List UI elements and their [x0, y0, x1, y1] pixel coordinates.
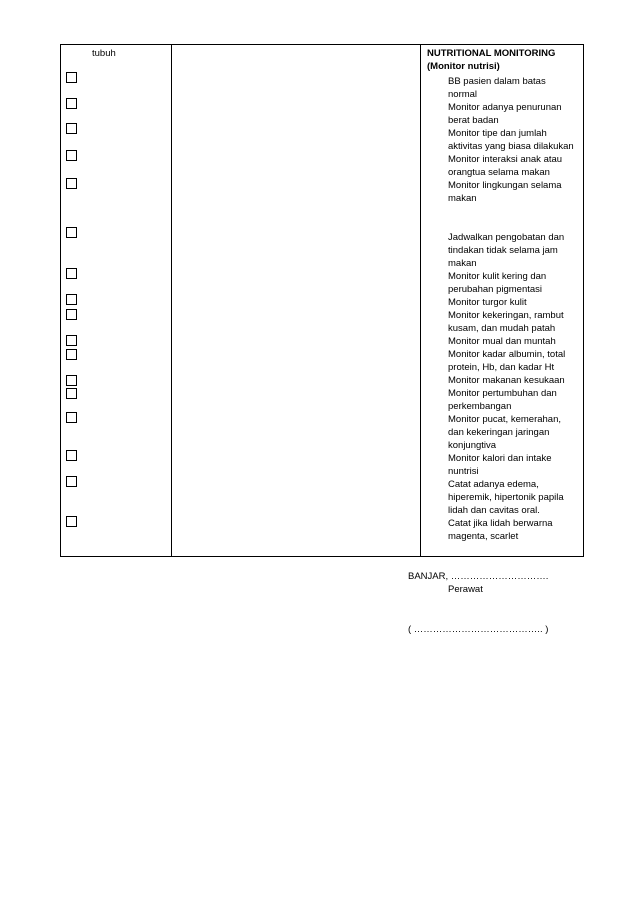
nurse-role: Perawat [448, 584, 483, 595]
monitoring-line: tindakan tidak selama jam [448, 245, 558, 256]
monitoring-line: orangtua selama makan [448, 167, 550, 178]
monitoring-line: Monitor kekeringan, rambut [448, 310, 564, 321]
checkbox[interactable] [66, 150, 77, 161]
monitoring-line: normal [448, 89, 478, 100]
monitoring-line: lidah dan cavitas oral. [448, 505, 540, 516]
monitoring-line: perkembangan [448, 401, 512, 412]
checkbox[interactable] [66, 72, 77, 83]
monitoring-line: makan [448, 193, 477, 204]
signature-line: ( ………………………………….. ) [408, 624, 549, 635]
monitoring-line: protein, Hb, dan kadar Ht [448, 362, 555, 373]
monitoring-line: Monitor interaksi anak atau [448, 154, 563, 165]
checkbox[interactable] [66, 476, 77, 487]
monitoring-line: Monitor mual dan muntah [448, 336, 556, 347]
monitoring-line: perubahan pigmentasi [448, 284, 543, 295]
monitoring-line: konjungtiva [448, 440, 497, 451]
column-divider-2 [420, 45, 421, 556]
checkbox[interactable] [66, 123, 77, 134]
checkbox[interactable] [66, 178, 77, 189]
checkbox[interactable] [66, 388, 77, 399]
checkbox[interactable] [66, 375, 77, 386]
monitoring-line: Monitor tipe dan jumlah [448, 128, 547, 139]
checkbox[interactable] [66, 349, 77, 360]
monitoring-line: Monitor pertumbuhan dan [448, 388, 557, 399]
checkbox[interactable] [66, 227, 77, 238]
monitoring-line: Monitor adanya penurunan [448, 102, 562, 113]
monitoring-line: Monitor kadar albumin, total [448, 349, 566, 360]
checkbox[interactable] [66, 268, 77, 279]
monitoring-line: Monitor lingkungan selama [448, 180, 562, 191]
place-date-line: BANJAR, …………………………. [408, 571, 549, 582]
monitoring-line: Monitor turgor kulit [448, 297, 527, 308]
monitoring-line: Monitor kulit kering dan [448, 271, 547, 282]
monitoring-line: BB pasien dalam batas [448, 76, 546, 87]
monitoring-line: kusam, dan mudah patah [448, 323, 556, 334]
monitoring-line: Monitor makanan kesukaan [448, 375, 565, 386]
checkbox[interactable] [66, 516, 77, 527]
checkbox[interactable] [66, 98, 77, 109]
monitoring-line: makan [448, 258, 477, 269]
checkbox[interactable] [66, 450, 77, 461]
column-divider-1 [171, 45, 172, 556]
monitoring-line: magenta, scarlet [448, 531, 519, 542]
section-heading: NUTRITIONAL MONITORING [427, 48, 556, 59]
monitoring-line: berat badan [448, 115, 499, 126]
checkbox[interactable] [66, 294, 77, 305]
monitoring-line: Jadwalkan pengobatan dan [448, 232, 565, 243]
monitoring-line: Monitor pucat, kemerahan, [448, 414, 562, 425]
checkbox[interactable] [66, 412, 77, 423]
intervention-table [60, 44, 584, 557]
monitoring-line: hiperemik, hipertonik papila [448, 492, 564, 503]
monitoring-line: aktivitas yang biasa dilakukan [448, 141, 574, 152]
checkbox[interactable] [66, 309, 77, 320]
monitoring-line: Catat jika lidah berwarna [448, 518, 553, 529]
section-subheading: (Monitor nutrisi) [427, 61, 500, 72]
checkbox[interactable] [66, 335, 77, 346]
monitoring-line: Catat adanya edema, [448, 479, 539, 490]
monitoring-line: dan kekeringan jaringan [448, 427, 550, 438]
col1-text: tubuh [92, 48, 116, 59]
monitoring-line: Monitor kalori dan intake [448, 453, 552, 464]
monitoring-line: nuntrisi [448, 466, 479, 477]
